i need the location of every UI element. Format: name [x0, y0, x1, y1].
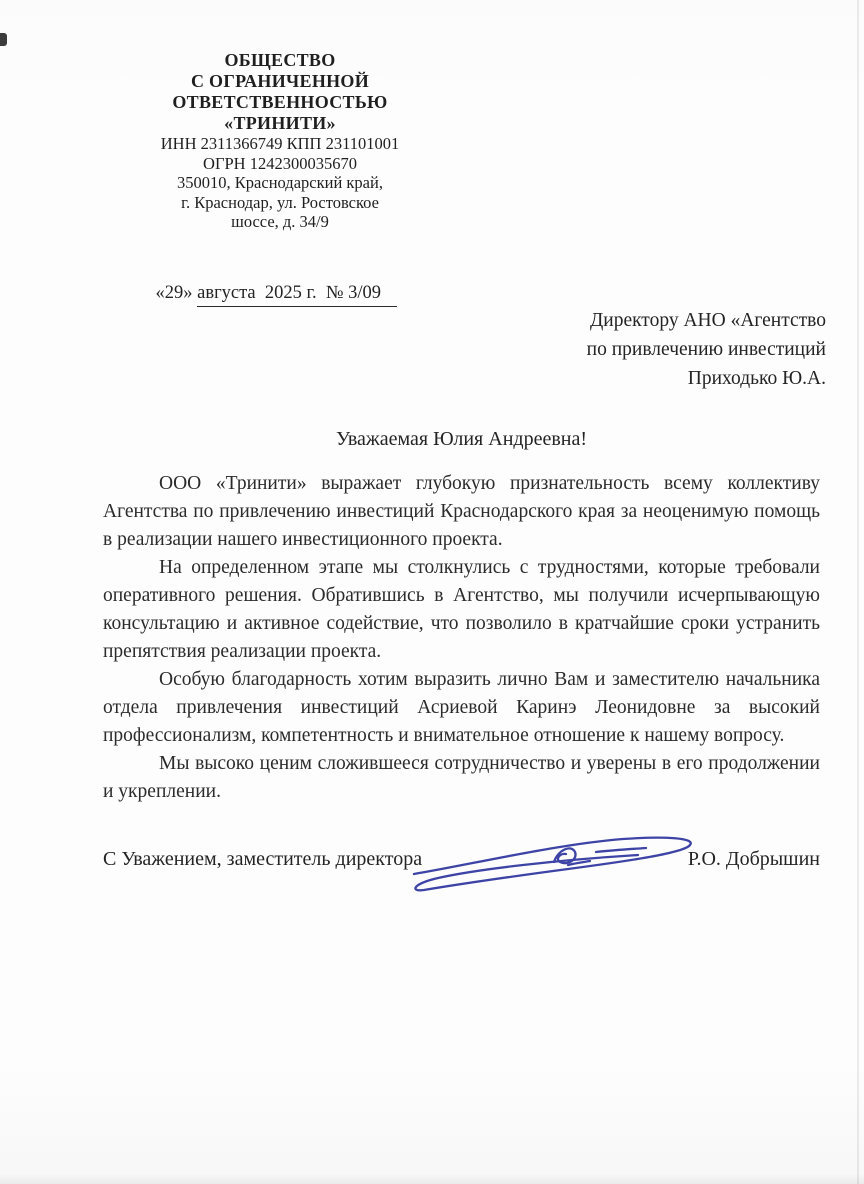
letterhead	[110, 50, 450, 232]
paragraph: Особую благодарность хотим выразить лично Вам и заместителю начальника отдела привлечения инвестиций Асриевой Каринэ Леонидовне за высокий профессионализм, компетентность и внимательное отношение к нашему вопросу.	[103, 669, 820, 746]
org-name-line: ОТВЕТСТВЕННОСТЬЮ	[172, 92, 388, 112]
org-name-line: ОБЩЕСТВО	[224, 50, 336, 70]
addressee-block	[587, 306, 826, 393]
scan-edge-line	[857, 0, 859, 1184]
letter-body	[103, 470, 820, 806]
handwritten-signature	[408, 828, 720, 900]
addressee-line: Директору АНО «Агентство	[589, 310, 826, 331]
date-number-line	[137, 262, 397, 328]
paragraph: На определенном этапе мы столкнулись с трудностями, которые требовали оперативного решения. Обратившись в Агентство, мы получили исчерпывающую консультацию и активное содействие, что позволило в кратчайшие сроки устранить препятствия реализации проекта.	[103, 557, 820, 662]
inn-kpp-line: ИНН 2311366749 КПП 231101001	[160, 134, 400, 153]
org-name-line: С ОГРАНИЧЕННОЙ	[190, 71, 370, 91]
address-line: шоссе, д. 34/9	[231, 212, 329, 231]
salutation: Уважаемая Юлия Андреевна!	[335, 428, 588, 450]
address-line: г. Краснодар, ул. Ростовское	[181, 192, 379, 212]
ogrn-line: ОГРН 1242300035670	[203, 153, 357, 173]
paragraph: Мы высоко ценим сложившееся сотрудничество и уверены в его продолжении и укреплении.	[103, 753, 820, 802]
scan-speck-artifact	[0, 33, 7, 46]
scan-edge-shade	[0, 1174, 864, 1184]
address-line: 350010, Краснодарский край,	[177, 173, 383, 192]
date-underlined: августа 2025 г. № 3/09	[197, 283, 397, 307]
date-prefix: «29»	[155, 283, 198, 303]
paragraph: ООО «Тринити» выражает глубокую признательность всему коллективу Агентства по привлечению инвестиций Краснодарского края за неоценимую помощь в реализации нашего инвестиционного проекта.	[103, 473, 820, 550]
addressee-line: Приходько Ю.А.	[687, 368, 826, 389]
signer-name: Р.О. Добрышин	[687, 848, 820, 870]
org-name-line: «ТРИНИТИ»	[224, 113, 336, 133]
closing-text: С Уважением, заместитель директора	[103, 848, 423, 870]
addressee-line: по привлечению инвестиций	[586, 339, 826, 360]
